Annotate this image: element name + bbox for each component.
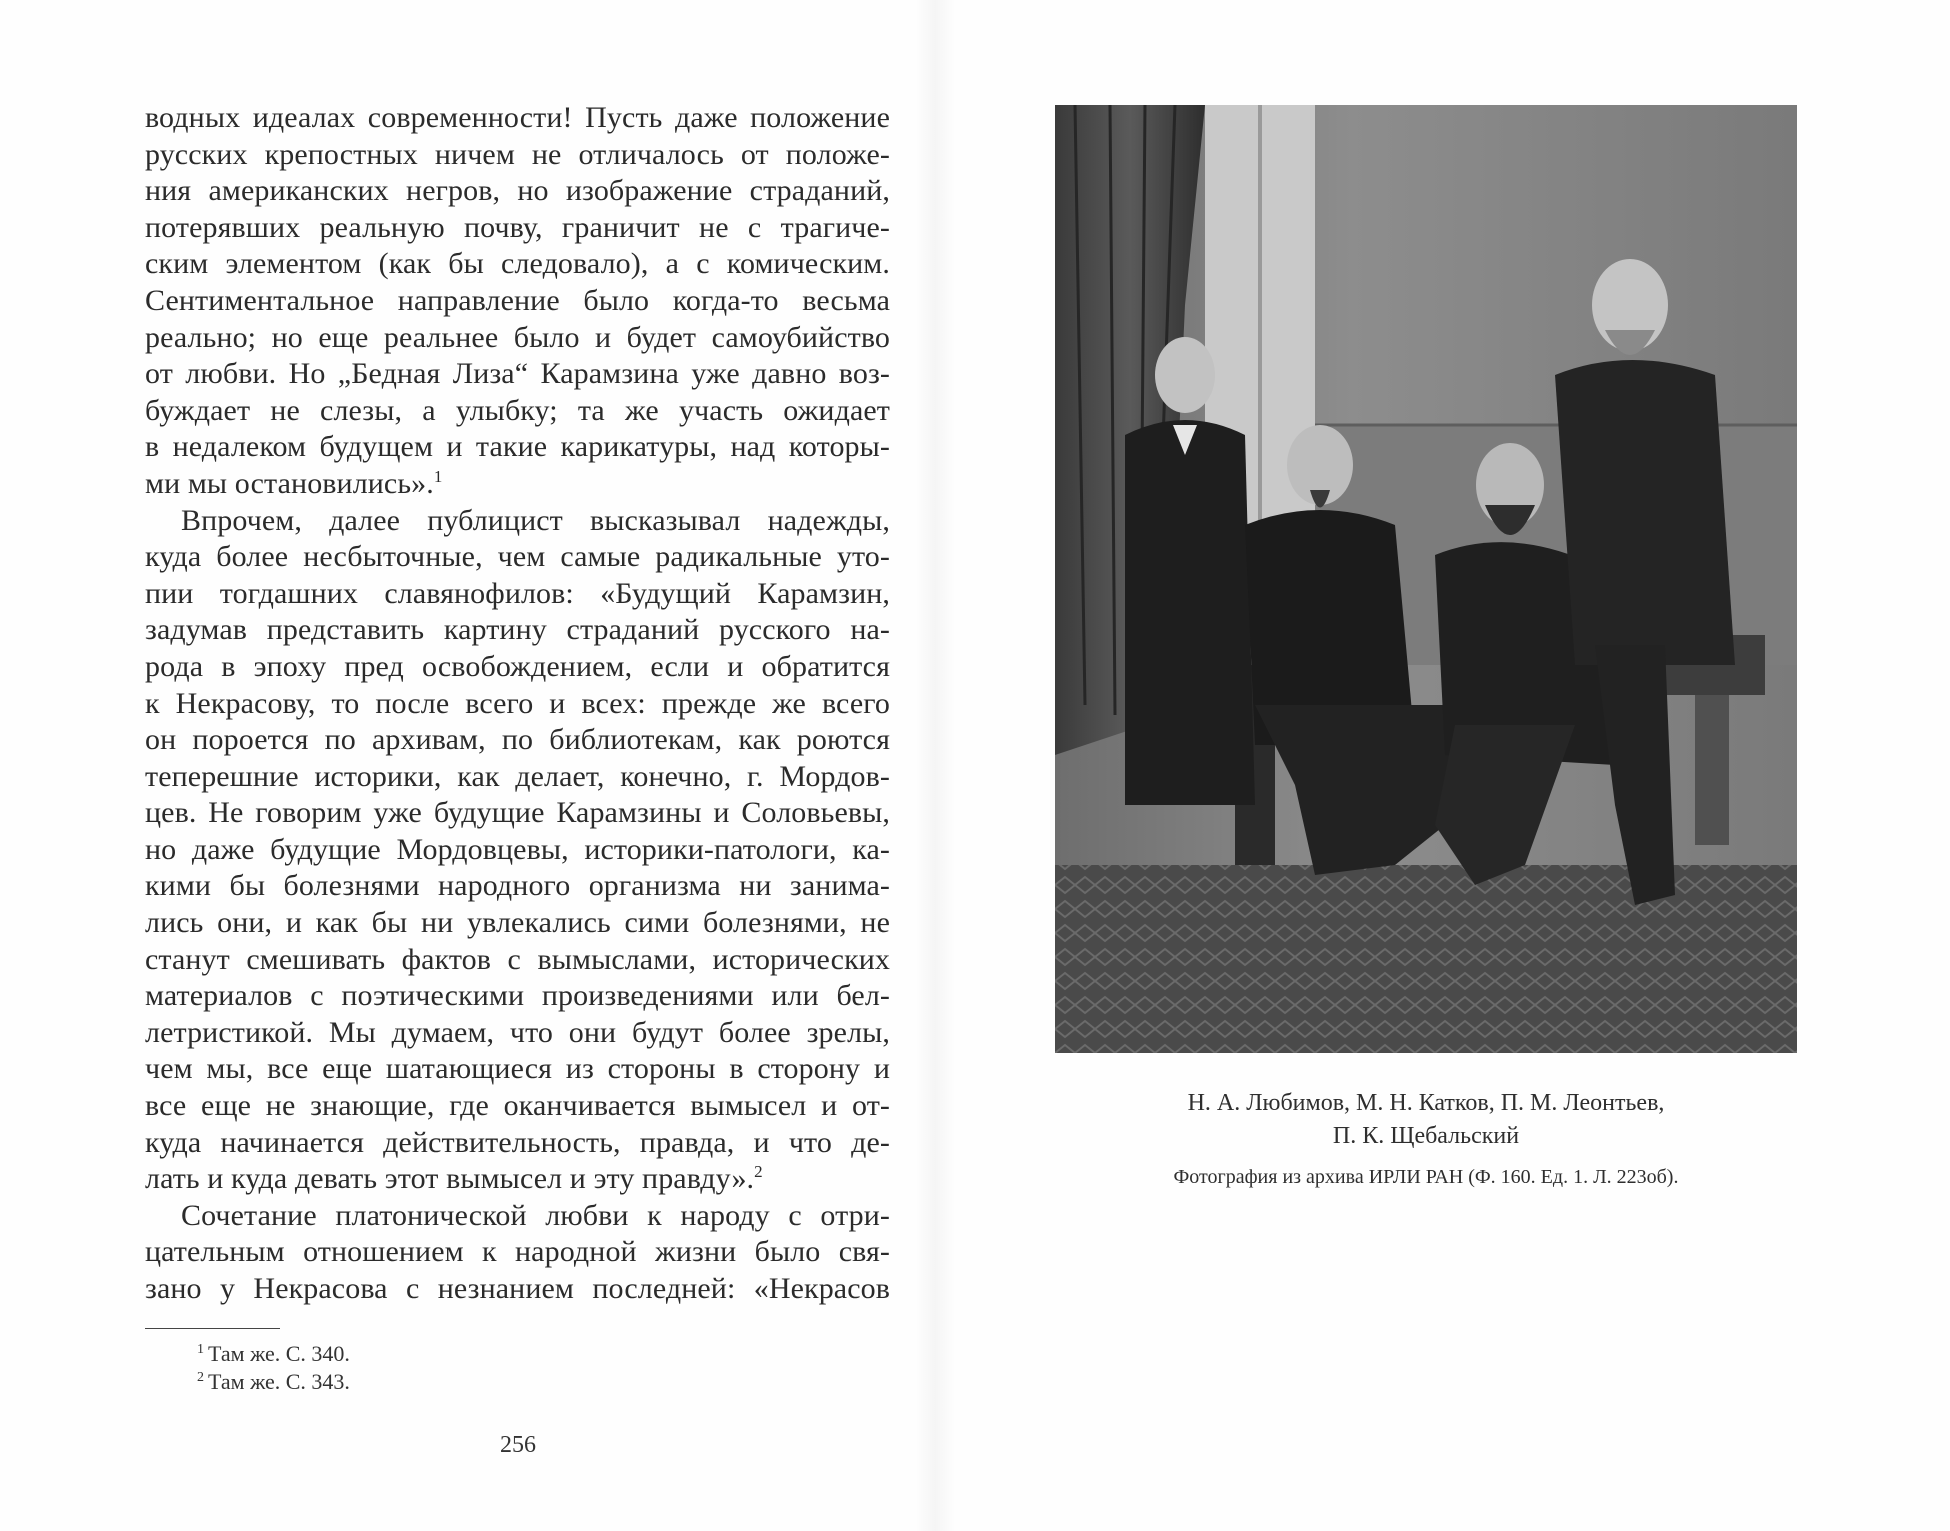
text-line: куда начинается действительность, правда, и что де- [145,1125,890,1159]
text-line: станут смешивать фактов с вымыслами, исторических [145,942,890,976]
photo-illustration [1055,105,1797,1053]
text-line: в недалеком будущем и такие карикатуры, над которы- [145,430,890,464]
footnote-ref[interactable]: 1 [433,466,443,486]
caption-line: П. К. Щебальский [1332,1123,1520,1149]
footnote-text: Там же. С. 343. [208,1369,350,1394]
text-line: материалов с поэтическими произведениями или бел- [145,979,890,1013]
text-line: задумав представить картину страданий русского на- [145,613,890,647]
text-line: цев. Не говорим уже будущие Карамзины и Соловьевы, [145,796,890,830]
footnote-mark: 1 [197,1341,204,1357]
text-line: цательным отношением к народной жизни было свя- [145,1235,890,1269]
text-line: буждает не слезы, а улыбку; та же участь ожидает [145,393,890,427]
text-line: потерявших реальную почву, граничит не с трагиче- [145,210,890,244]
page-number: 256 [500,1432,536,1458]
text-line: русских крепостных ничем не отличалось от положе- [145,137,890,171]
book-gutter [915,0,955,1531]
text-line: реально; но еще реальнее было и будет самоубийство [145,320,890,354]
text-line: рода в эпоху пред освобождением, если и обратится [145,649,890,683]
caption-line: Н. А. Любимов, М. Н. Катков, П. М. Леонтьев, [1187,1090,1665,1116]
text-line: ния американских негров, но изображение страданий, [145,174,890,208]
text-line: но даже будущие Мордовцевы, историки-патологи, ка- [145,832,890,866]
footnote [197,1340,350,1368]
text-line: чем мы, все еще шатающиеся из стороны в сторону и [145,1052,890,1086]
text-line [145,1161,890,1198]
text-line: все еще не знающие, где оканчивается вымысел и от- [145,1089,890,1123]
text-line: Впрочем, далее публицист высказывал надежды, [181,503,890,537]
text-line [145,466,890,503]
footnote-divider [145,1328,280,1329]
footnotes [197,1340,350,1396]
footnote-mark: 2 [197,1369,204,1385]
text-line: Сентиментальное направление было когда-то весьма [145,283,890,317]
photo-source: Фотография из архива ИРЛИ РАН (Ф. 160. Ед. 1. Л. 223об). [1173,1166,1679,1188]
text-line: водных идеалах современности! Пусть даже положение [145,101,890,134]
footnote [197,1368,350,1396]
photo-caption [1055,1087,1797,1153]
text-line: к Некрасову, то после всего и всех: прежде же всего [145,686,890,720]
left-page [145,100,890,1308]
text-line: он пороется по архивам, по библиотекам, как роются [145,723,890,757]
text-line-content: лать и куда девать этот вымысел и эту правду». [145,1162,755,1196]
text-line-content: ми мы остановились». [145,466,434,500]
text-line: Сочетание платонической любви к народу с отри- [181,1198,890,1232]
text-line: куда более несбыточные, чем самые радикальные уто- [145,540,890,574]
text-line: лись они, и как бы ни увлекались сими болезнями, не [145,906,890,940]
footnote-ref[interactable]: 2 [754,1162,763,1182]
text-line: от любви. Но „Бедная Лиза“ Карамзина уже давно воз- [145,357,890,391]
historical-group-photo [1055,105,1797,1053]
text-line: кими бы болезнями народного организма ни занима- [145,869,890,903]
text-line: летристикой. Мы думаем, что они будут более зрелы, [145,1015,890,1049]
text-line: зано у Некрасова с незнанием последней: «Некрасов [145,1272,890,1305]
text-line: теперешние историки, как делает, конечно, г. Мордов- [145,759,890,793]
text-line: ским элементом (как бы следовало), а с комическим. [145,247,890,281]
body-text [145,100,890,1308]
footnote-text: Там же. С. 340. [208,1341,350,1366]
text-line: пии тогдашних славянофилов: «Будущий Карамзин, [145,576,890,610]
